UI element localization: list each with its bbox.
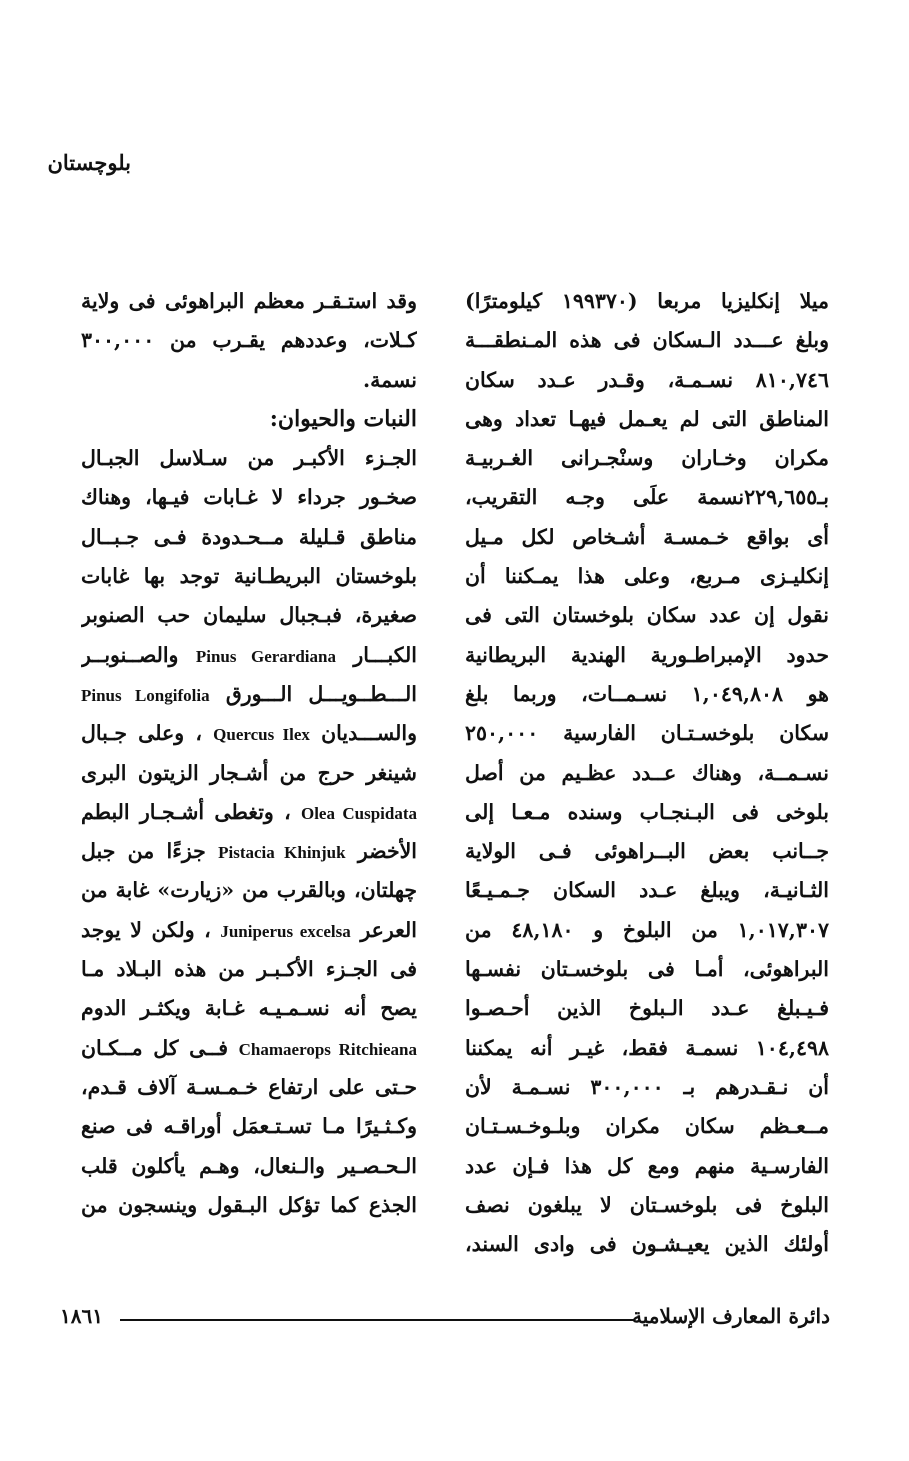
text-line: صغيرة، فبـجبال سليمان حب الصنوبر (81, 603, 417, 628)
text-line: چهلتان، وبالقرب من «زيارت» غابة من (81, 878, 417, 903)
text-line: مــعـظم سكان مكران وبلـوخـسـتـان (465, 1114, 829, 1139)
left-text-column (81, 282, 417, 1225)
page-number: ١٨٦١ (60, 1304, 103, 1328)
text-line-with-latin (81, 714, 417, 753)
page-header-title: بلوچستان (47, 150, 131, 175)
text-line: الجذع كما تؤكل البـقول وينسجون من (81, 1192, 417, 1217)
text-line: جــانب بعض البــراهوئى فـى الولاية (465, 839, 829, 864)
latin-species-name: Pistacia Khinjuk (218, 843, 346, 863)
text-line: البلوخ فى بلوخسـتان لا يبلغون نصف (465, 1192, 829, 1217)
arabic-text: جزءًا من جبل (81, 839, 206, 864)
arabic-text: فــى كل مــكـان (81, 1035, 229, 1060)
latin-species-name: Pinus Gerardiana (195, 646, 336, 666)
arabic-text: والصــنوبــر (81, 642, 179, 667)
text-line: نسـمــة، وهناك عــدد عظـيم من أصل (465, 760, 829, 785)
text-line: ١٠٤,٤٩٨ نسمـة فقط، غيـر أنه يمكننا (465, 1035, 829, 1060)
text-line: شينغر حرج من أشـجار الزيتون البرى (81, 760, 417, 785)
text-line: صخـور جرداء لا غـابات فيـها، وهناك (81, 485, 417, 510)
text-line: وقد استـقـر معظم البراهوئى فى ولاية (81, 289, 417, 313)
text-line: وبلغ عـــدد الـسكان فى هذه المـنطقـــة (465, 328, 829, 353)
text-line: مكران وخـاران وسنْجـرانى الغـربيـة (465, 446, 829, 471)
text-line-with-latin (81, 636, 417, 675)
text-line: أى بواقع خـمسـة أشـخاص لكل مـيل (465, 524, 829, 549)
text-line-with-latin (81, 793, 417, 832)
text-line: مناطق قـليلة مــحـدودة فـى جـبــال (81, 524, 417, 549)
arabic-text: والســـديان (321, 721, 417, 746)
text-line: نقول إن عدد سكان بلوخستان التى فى (465, 603, 829, 628)
text-line: يصح أنه نسـمـيـه غـابة ويكثـر الدوم (81, 996, 417, 1021)
text-line: المناطق التى لم يعـمل فيهـا تعداد وهى (465, 406, 829, 431)
arabic-text: العرعر (360, 917, 417, 942)
latin-species-name: Olea Cuspidata (300, 803, 417, 823)
text-line: بلوخستان البريطـانية توجد بها غابات (81, 564, 417, 589)
text-line: ١,٠١٧,٣٠٧ من البلوخ و ٤٨,١٨٠ من (465, 917, 829, 942)
text-line-with-latin (81, 675, 417, 714)
text-line: فـيـبلغ عـدد الـبلوخ الذين أحـصـوا (465, 996, 829, 1021)
text-line: بـ٢٢٩,٦٥٥نسمة علَى وجـه التقريب، (465, 485, 829, 510)
section-heading: النبات والحيوان: (269, 405, 417, 432)
text-line-with-latin (81, 911, 417, 950)
text-line: الثـانيـة، ويبلغ عـدد السكان جـمـيـعًا (465, 878, 829, 903)
text-line: أولئك الذين يعيـشـون فى وادى السند، (465, 1232, 829, 1257)
page-footer (60, 1300, 830, 1336)
text-line: الـحـصـير والـنعال، وهـم يأكلون قلب (81, 1153, 417, 1178)
latin-species-name: Chamaerops Ritchieana (238, 1039, 417, 1059)
text-line: ميلا إنكليزيا مربعا (١٩٩٣٧٠ كيلومترًا) (465, 289, 829, 313)
text-line: هو ١,٠٤٩,٨٠٨ نسـمــات، وربما بلغ (465, 681, 829, 706)
text-line: سكان بلوخسـتـان الفارسية ٢٥٠,٠٠٠ (465, 721, 829, 746)
text-line: أن نـقـدرهم بـ ٣٠٠,٠٠٠ نسـمـة لأن (465, 1074, 829, 1099)
text-line-with-latin (81, 832, 417, 871)
arabic-text: ، وتغطى أشـجـار البطم (81, 799, 291, 824)
text-line: نسمة. (363, 367, 417, 392)
text-line: ٨١٠,٧٤٦ نسـمـة، وقـدر عـدد سكان (465, 367, 829, 392)
text-line: إنكليـزى مـربع، وعلى هذا يمـكننا أن (465, 564, 829, 589)
text-line: الفارسـية منهم ومع كل هذا فـإن عدد (465, 1153, 829, 1178)
arabic-text: الأخضر (357, 839, 417, 864)
text-line: فى الجـزء الأكـبـر من هذه البـلاد مـا (81, 957, 417, 982)
text-line: حـتى على ارتفاع خـمـسـة آلاف قـدم، (81, 1074, 417, 1099)
right-text-column (465, 282, 829, 1264)
footer-rule (120, 1319, 635, 1321)
text-line: وكـثـيرًا مـا تسـتـعمَل أوراقـه فى صنع (81, 1114, 417, 1139)
latin-species-name: Juniperus excelsa (220, 921, 351, 941)
text-line: الجـزء الأكبـر من سـلاسل الجبـال (81, 446, 417, 471)
text-line-with-latin (81, 1029, 417, 1068)
arabic-text: الكبـــار (353, 642, 417, 667)
text-line: كـلات، وعددهم يقـرب من ٣٠٠,٠٠٠ (81, 328, 417, 353)
journal-title: دائرة المعارف الإسلامية (632, 1304, 830, 1328)
latin-species-name: Quercus Ilex (213, 725, 310, 745)
text-line: البراهوئى، أمـا فى بلوخسـتان نفسـها (465, 957, 829, 982)
arabic-text: ، وعلى جـبال (81, 721, 202, 746)
arabic-text: الـــطــويـــل الـــورق (225, 681, 417, 706)
arabic-text: ، ولكن لا يوجد (81, 917, 211, 942)
text-line: بلوخى فى البـنجـاب وسنده مـعـا إلى (465, 799, 829, 824)
latin-species-name: Pinus Longifolia (81, 685, 210, 705)
text-line: حدود الإمبراطـورية الهندية البريطانية (465, 642, 829, 667)
